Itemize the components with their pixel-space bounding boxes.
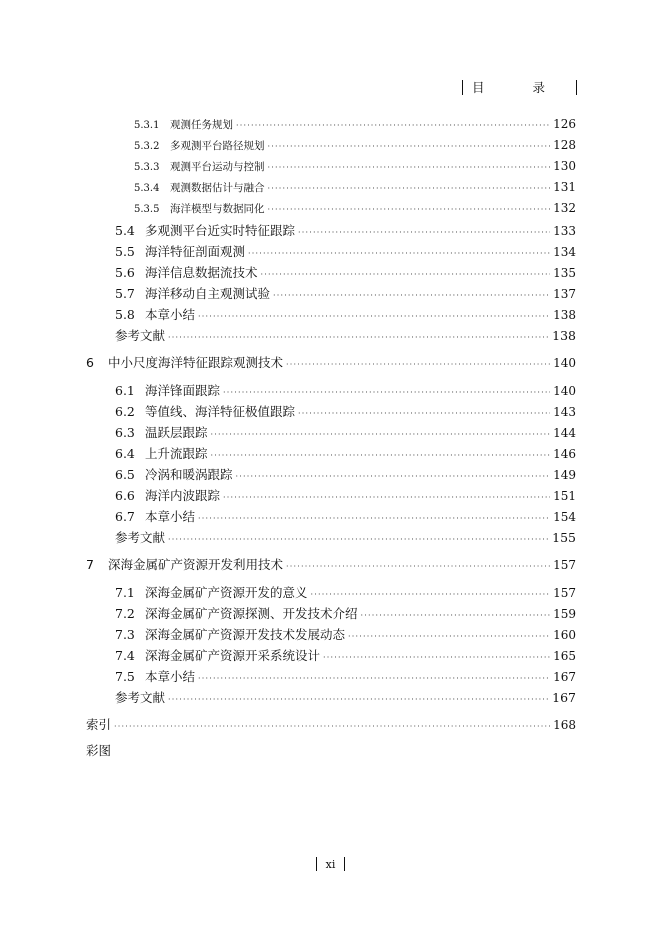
- toc-entry-6-6[interactable]: [86, 486, 576, 504]
- entry-number: 7.1: [115, 585, 135, 600]
- entry-number: 5.5: [115, 244, 135, 259]
- toc-entry-7-2[interactable]: [86, 604, 576, 622]
- entry-title: 等值线、海洋特征极值跟踪: [145, 404, 296, 419]
- entry-page: 167: [552, 690, 576, 705]
- chapter-number: 6: [86, 355, 94, 370]
- entry-page: 157: [553, 558, 576, 572]
- entry-title: 深海金属矿产资源开发技术发展动态: [145, 627, 346, 642]
- dot-leader: [223, 388, 550, 397]
- entry-page: 126: [553, 117, 576, 131]
- entry-title: 本章小结: [145, 669, 196, 684]
- entry-title: 多观测平台路径规划: [170, 140, 265, 152]
- entry-title: 深海金属矿产资源开采系统设计: [145, 648, 321, 663]
- entry-number: 5.3.1: [134, 120, 160, 131]
- entry-page: 159: [553, 607, 576, 621]
- entry-number: 6.7: [115, 509, 135, 524]
- toc-entry-7-1[interactable]: [86, 583, 576, 601]
- entry-title: 海洋锋面跟踪: [145, 383, 221, 398]
- dot-leader: [198, 514, 550, 523]
- chapter-number: 7: [86, 557, 94, 572]
- dot-leader: [311, 590, 551, 599]
- entry-number: 6.1: [115, 383, 135, 398]
- entry-title: 海洋信息数据流技术: [145, 265, 258, 280]
- dot-leader: [168, 333, 549, 342]
- entry-page: 140: [553, 356, 576, 370]
- entry-title: 深海金属矿产资源探测、开发技术介绍: [145, 606, 358, 621]
- entry-page: 146: [553, 447, 576, 461]
- dot-leader: [248, 249, 550, 258]
- entry-number: 5.6: [115, 265, 135, 280]
- entry-title: 观测任务规划: [170, 119, 233, 131]
- entry-title: 海洋移动自主观测试验: [145, 286, 271, 301]
- entry-number: 5.4: [115, 223, 135, 238]
- dot-leader: [298, 409, 550, 418]
- entry-number: 7.4: [115, 648, 135, 663]
- header-title: 目 录: [472, 80, 567, 95]
- chapter-title: 中小尺度海洋特征跟踪观测技术: [108, 355, 284, 370]
- dot-leader: [273, 291, 550, 300]
- toc-chapter-7[interactable]: [86, 555, 576, 573]
- dot-leader: [198, 674, 550, 683]
- entry-page: 138: [553, 308, 576, 322]
- toc-entry-7-5[interactable]: [86, 667, 576, 685]
- entry-number: 5.3.5: [134, 204, 160, 215]
- entry-number: 6.2: [115, 404, 135, 419]
- dot-leader: [268, 205, 551, 214]
- entry-page: 138: [552, 328, 576, 343]
- toc-entry-5-3-2[interactable]: [86, 138, 576, 153]
- footer-right-rule: [344, 857, 345, 871]
- toc-chapter-6[interactable]: [86, 353, 576, 371]
- entry-page: 130: [553, 159, 576, 173]
- entry-number: 7.5: [115, 669, 135, 684]
- entry-page: 131: [553, 180, 576, 194]
- entry-number: 5.7: [115, 286, 135, 301]
- entry-title: 参考文献: [115, 530, 166, 545]
- dot-leader: [261, 270, 551, 279]
- entry-page: 144: [553, 426, 576, 440]
- entry-title: 参考文献: [115, 690, 166, 705]
- entry-number: 7.2: [115, 606, 135, 621]
- dot-leader: [323, 653, 550, 662]
- dot-leader: [168, 535, 549, 544]
- dot-leader: [268, 184, 551, 193]
- dot-leader: [168, 695, 549, 704]
- entry-title: 海洋内波跟踪: [145, 488, 221, 503]
- dot-leader: [114, 722, 550, 731]
- entry-page: 154: [553, 510, 576, 524]
- toc-entry-5-4[interactable]: [86, 221, 576, 239]
- dot-leader: [236, 472, 551, 481]
- toc-entry-6-5[interactable]: [86, 465, 576, 483]
- entry-title: 本章小结: [145, 307, 196, 322]
- entry-page: 168: [553, 718, 576, 732]
- entry-page: 133: [553, 224, 576, 238]
- entry-title: 观测数据估计与融合: [170, 182, 265, 194]
- dot-leader: [286, 360, 550, 369]
- entry-number: 5.3.4: [134, 183, 160, 194]
- entry-page: 135: [553, 266, 576, 280]
- toc-entry-references-5[interactable]: [86, 326, 576, 344]
- running-header: [462, 78, 577, 96]
- toc-entry-7-3[interactable]: [86, 625, 576, 643]
- entry-title: 参考文献: [115, 328, 166, 343]
- toc-entry-6-3[interactable]: [86, 423, 576, 441]
- toc-entry-5-3-3[interactable]: [86, 159, 576, 174]
- entry-page: 128: [553, 138, 576, 152]
- dot-leader: [268, 142, 551, 151]
- entry-page: 140: [553, 384, 576, 398]
- entry-page: 155: [552, 530, 576, 545]
- toc-index[interactable]: [86, 715, 576, 733]
- entry-number: 6.4: [115, 446, 135, 461]
- entry-page: 165: [553, 649, 576, 663]
- header-right-rule: [576, 80, 577, 95]
- entry-number: 5.8: [115, 307, 135, 322]
- toc-entry-5-6[interactable]: [86, 263, 576, 281]
- toc-entry-5-3-5[interactable]: [86, 201, 576, 216]
- dot-leader: [298, 228, 550, 237]
- entry-number: 6.6: [115, 488, 135, 503]
- entry-number: 5.3.2: [134, 141, 160, 152]
- entry-number: 6.5: [115, 467, 135, 482]
- toc-entry-6-4[interactable]: [86, 444, 576, 462]
- toc-entry-5-3-1[interactable]: [86, 117, 576, 132]
- entry-title: 本章小结: [145, 509, 196, 524]
- toc-entry-references-6[interactable]: [86, 528, 576, 546]
- page-footer: [0, 857, 661, 871]
- toc-entry-6-7[interactable]: [86, 507, 576, 525]
- entry-page: 167: [553, 670, 576, 684]
- entry-number: 7.3: [115, 627, 135, 642]
- toc-entry-references-7[interactable]: [86, 688, 576, 706]
- toc-entry-7-4[interactable]: [86, 646, 576, 664]
- entry-page: 149: [553, 468, 576, 482]
- entry-page: 143: [553, 405, 576, 419]
- toc-entry-6-1[interactable]: [86, 381, 576, 399]
- dot-leader: [211, 430, 551, 439]
- dot-leader: [211, 451, 551, 460]
- entry-title: 海洋特征剖面观测: [145, 244, 246, 259]
- toc-entry-5-7[interactable]: [86, 284, 576, 302]
- chapter-title: 索引: [86, 717, 112, 732]
- entry-title: 海洋模型与数据同化: [170, 203, 265, 215]
- entry-page: 132: [553, 201, 576, 215]
- entry-page: 160: [553, 628, 576, 642]
- toc-entry-5-3-4[interactable]: [86, 180, 576, 195]
- entry-title: 上升流跟踪: [145, 446, 208, 461]
- toc-entry-5-8[interactable]: [86, 305, 576, 323]
- dot-leader: [286, 562, 550, 571]
- entry-title: 冷涡和暖涡跟踪: [145, 467, 233, 482]
- entry-page: 137: [553, 287, 576, 301]
- dot-leader: [268, 163, 551, 172]
- entry-page: 151: [553, 489, 576, 503]
- entry-title: 多观测平台近实时特征跟踪: [145, 223, 296, 238]
- entry-title: 观测平台运动与控制: [170, 161, 265, 173]
- toc-entry-5-5[interactable]: [86, 242, 576, 260]
- toc-entry-6-2[interactable]: [86, 402, 576, 420]
- entry-title: 深海金属矿产资源开发的意义: [145, 585, 308, 600]
- chapter-title: 深海金属矿产资源开发利用技术: [108, 557, 284, 572]
- entry-number: 5.3.3: [134, 162, 160, 173]
- dot-leader: [348, 632, 550, 641]
- dot-leader: [361, 611, 551, 620]
- entry-page: 134: [553, 245, 576, 259]
- dot-leader: [236, 121, 550, 130]
- chapter-title: 彩图: [86, 743, 112, 758]
- entry-page: 157: [553, 586, 576, 600]
- entry-title: 温跃层跟踪: [145, 425, 208, 440]
- page-number: xi: [325, 857, 336, 871]
- toc-color-plates[interactable]: [86, 741, 576, 759]
- dot-leader: [198, 312, 550, 321]
- entry-number: 6.3: [115, 425, 135, 440]
- dot-leader: [223, 493, 550, 502]
